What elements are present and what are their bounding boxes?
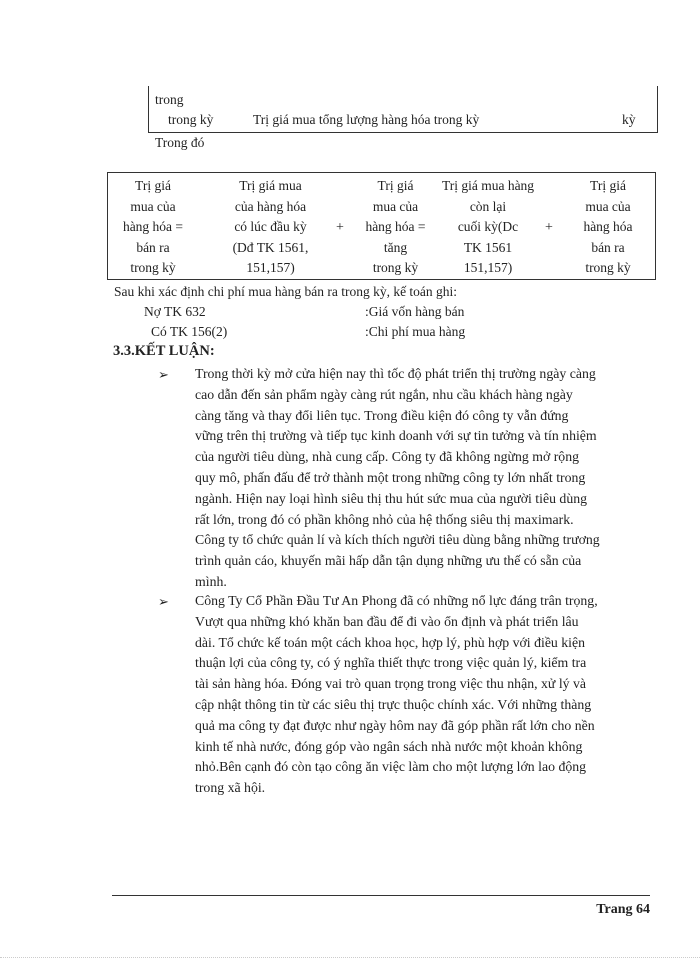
debit-description: :Giá vốn hàng bán — [365, 304, 465, 319]
plus-operator: + — [336, 220, 344, 235]
fragment-left: trong kỳ — [168, 112, 214, 127]
entries-intro: Sau khi xác định chi phí mua hàng bán ra trong kỳ, kế toán ghi: — [114, 284, 458, 299]
formula-col-sold: Trị giá mua của hàng hóa = bán ra trong kỳ — [122, 178, 184, 275]
formula-col-result: Trị giá mua của hàng hóa bán ra trong kỳ — [583, 178, 633, 275]
credit-description: :Chi phí mua hàng — [365, 324, 466, 339]
formula-col-increase: Trị giá mua của hàng hóa = tăng trong kỳ — [365, 178, 426, 275]
credit-account: Có TK 156(2) — [151, 324, 228, 339]
formula-table — [107, 172, 656, 280]
footer-divider — [112, 895, 650, 896]
paragraph-1: Trong thời kỳ mở cửa hiện nay thì tốc độ phát triển thị trường ngày càng cao dẫn đến sản phẩm ngày càng rút ngắn, nhu cầu khách hàng ngày càng tăng và thay đổi liên tục. Trong điều kiện đó công ty vẫn đứng vững trên thị trường và tiếp tục kinh doanh với sự tin tưởng và tín nhiệm của người tiêu dùng, nhà cung cấp. Công ty đã không ngừng mở rộng quy mô, phấn đấu để trở thành một trong những công ty lớn nhất trong ngành. Hiện nay loại hình siêu thị thu hút sức mua của người tiêu dùng rất lớn, trong đó có phần không nhỏ của hệ thống siêu thị maximark. Công ty tổ chức quản lí và kích thích người tiêu dùng bằng những trương trình quản cáo, khuyến mãi hấp dẫn tận dụng những ưu thế có sẵn của mình. — [195, 366, 600, 589]
formula-col-closing: Trị giá mua hàng còn lại cuối kỳ(Dc TK 1561 151,157) — [441, 178, 535, 275]
page-number: Trang 64 — [596, 902, 650, 917]
fragment-middle: Trị giá mua tổng lượng hàng hóa trong kỳ — [253, 112, 480, 127]
plus-operator: + — [545, 220, 553, 235]
bullet-icon: ➢ — [158, 594, 169, 609]
page-bottom-edge — [0, 957, 700, 958]
fragment-right: kỳ — [622, 112, 636, 127]
debit-account: Nợ TK 632 — [144, 304, 206, 319]
fragment-note: Trong đó — [155, 135, 205, 150]
paragraph-2: Công Ty Cổ Phần Đầu Tư An Phong đã có những nổ lực đáng trân trọng, Vượt qua những khó khăn ban đầu để đi vào ổn định và phát triển lâu dài. Tổ chức kế toán một cách khoa học, hợp lý, phù hợp với điều kiện thuận lợi của công ty, có ý nghĩa thiết thực trong việc quản lý, kiểm tra tài sản hàng hóa. Đóng vai trò quan trọng trong việc thu nhận, xử lý và cập nhật thông tin từ các siêu thị trực thuộc chính xác. Với những thàng quả ma công ty đạt được như ngày hôm nay đã góp phần rất lớn cho nền kinh tế nhà nước, đóng góp vào ngân sách nhà nước một khoản không nhỏ.Bên cạnh đó còn tạo công ăn việc làm cho một lượng lớn lao động trong xã hội. — [195, 593, 598, 796]
bullet-icon: ➢ — [158, 367, 169, 382]
fragment-line-1: trong — [155, 92, 184, 107]
section-heading: 3.3.KẾT LUẬN: — [113, 343, 215, 359]
formula-col-opening: Trị giá mua của hàng hóa có lúc đầu kỳ (Dđ TK 1561, 151,157) — [232, 178, 309, 275]
